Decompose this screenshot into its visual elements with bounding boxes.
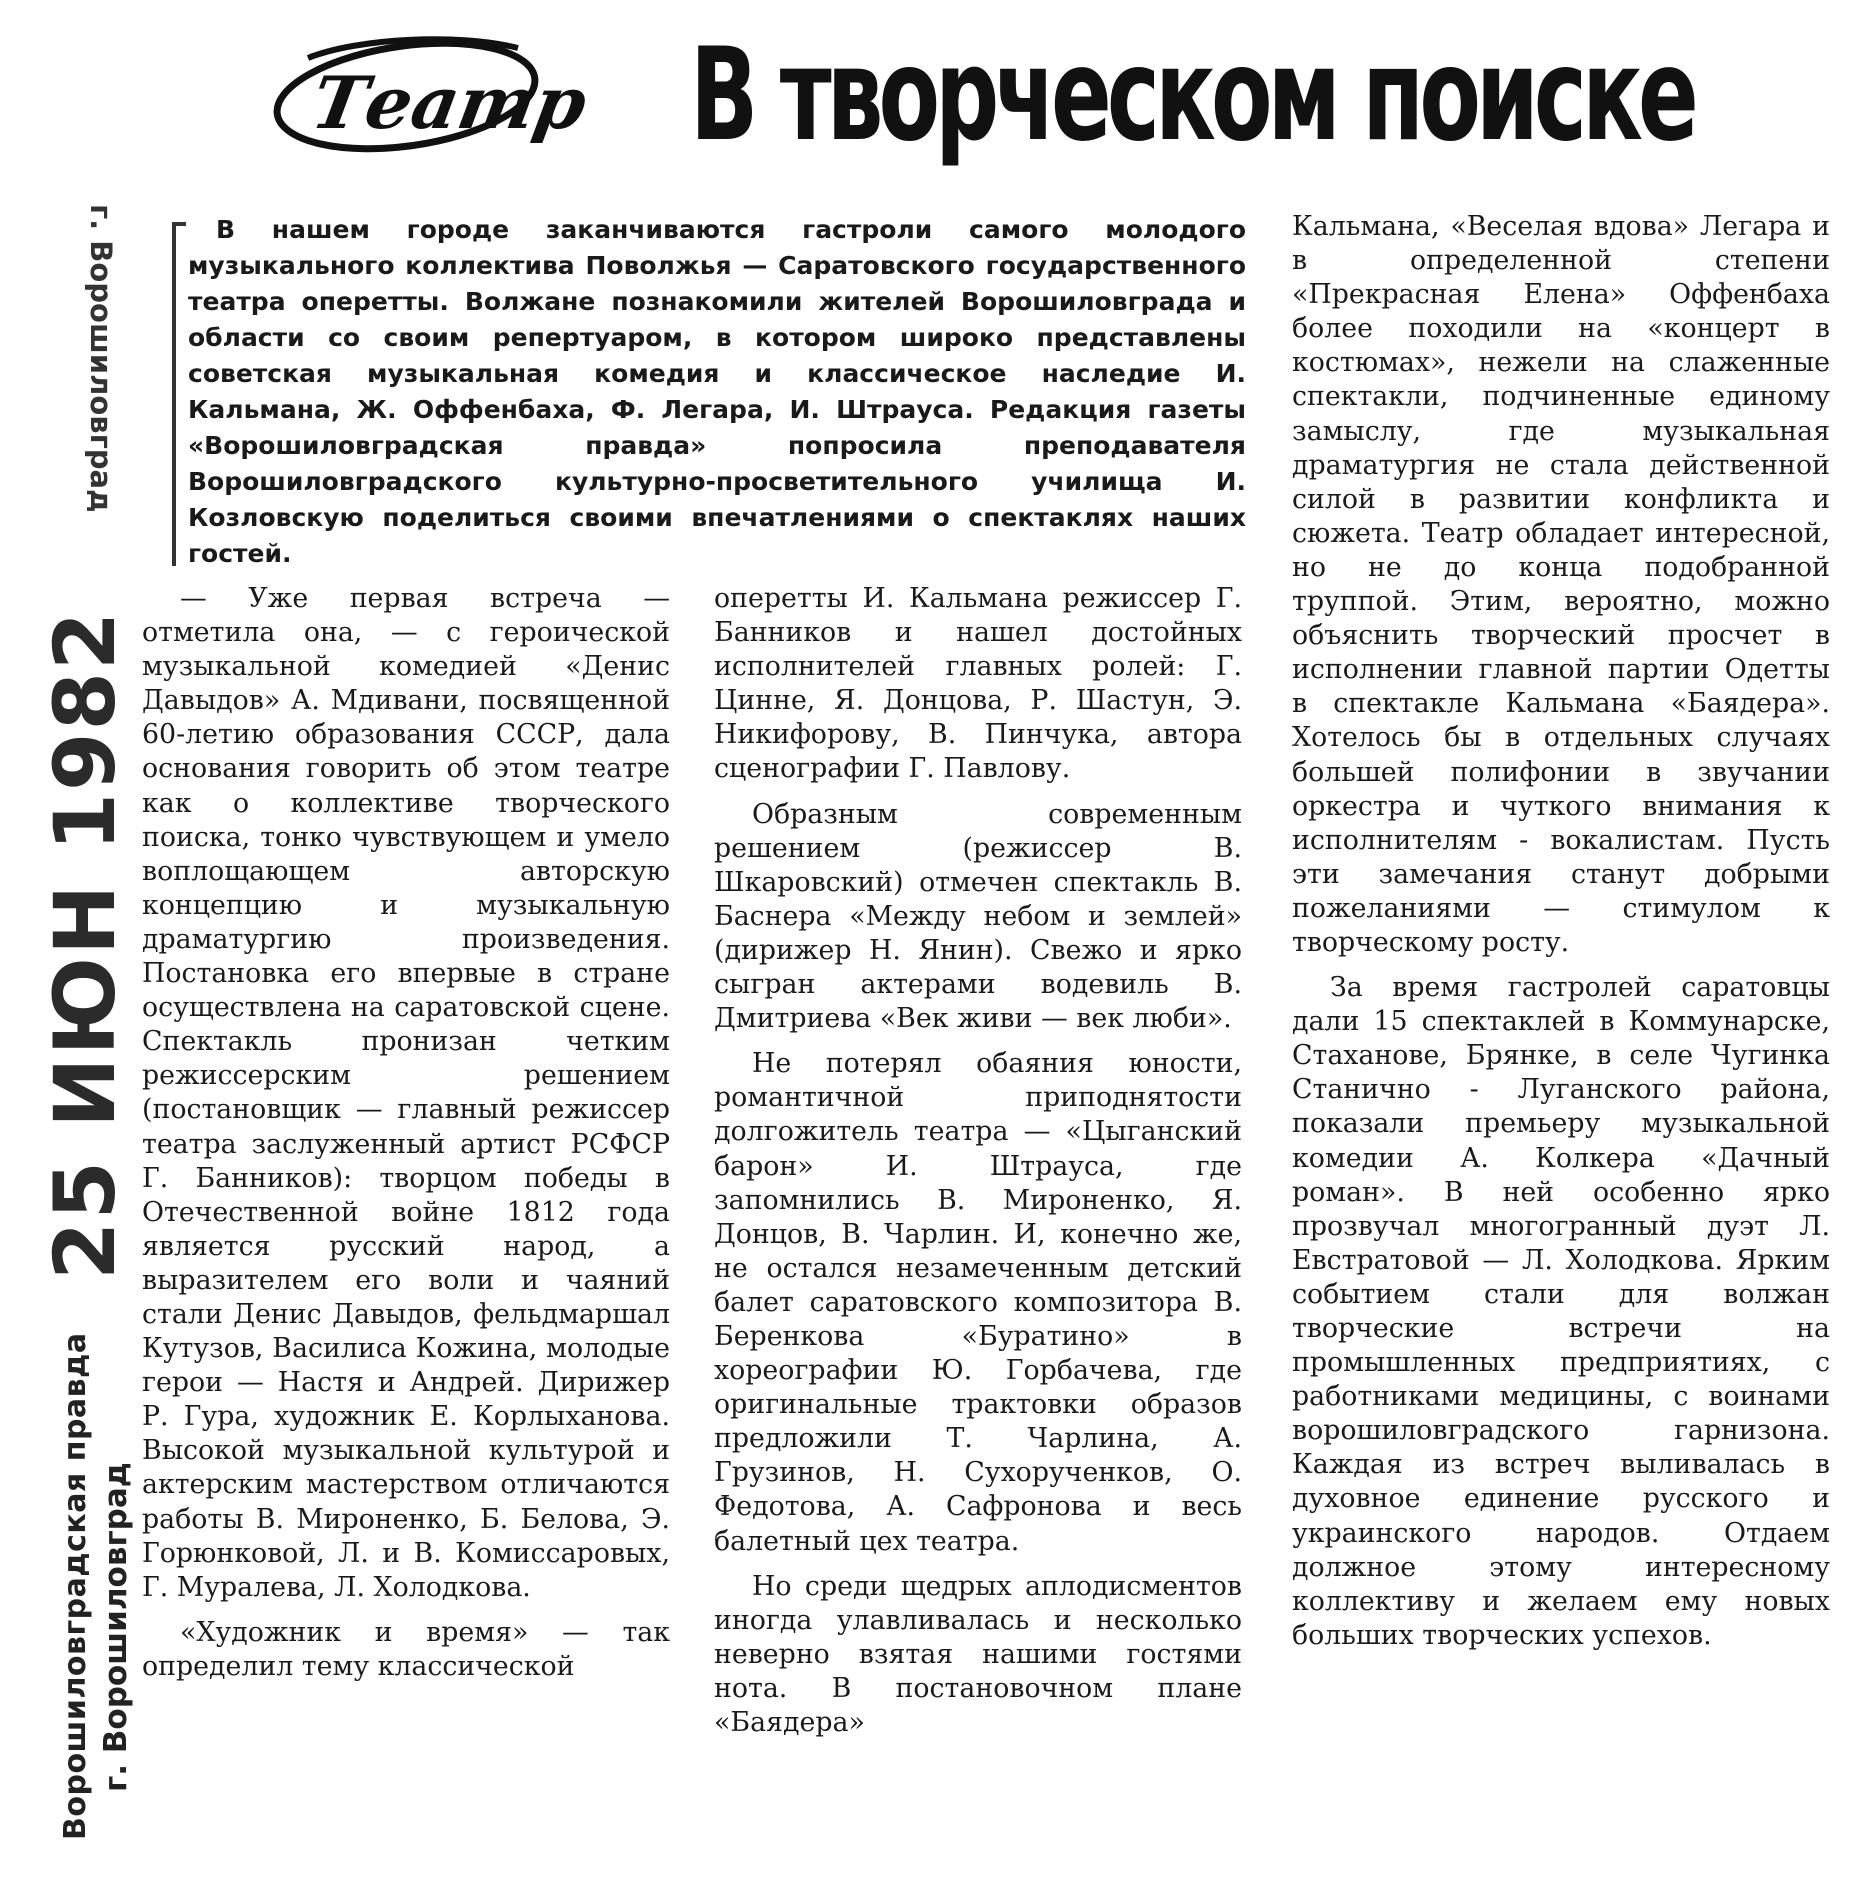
col2-continuation: оперетты И. Кальмана режиссер Г. Банников и нашел достойных исполнителей главных ролей: Г. Цинне, Я. Донцова, Р. Шастун, Э. Никифорову, В. Пинчука, автора сценографии Г. Павлову. [714, 583, 1242, 785]
rubric-label: Театр [305, 61, 593, 146]
col3-paragraph-1: За время гастролей саратовцы дали 15 спектаклей в Коммунарске, Стаханове, Брянке, в селе Чугинка Станично - Луганского района, показали премьеру музыкальной комедии А. Колкера «Дачный роман». В ней особенно ярко прозвучал многогранный дуэт Л. Евстратовой — Л. Холодкова. Ярким событием стали для волжан творческие встречи на промышленных предприятиях, с работниками медицины, с воинами ворошиловградского гарнизона. Каждая из встреч выливалась в духовное единение русского и украинского народов. Отдаем должное этому интересному коллективу и желаем ему новых больших творческих успехов. [1292, 972, 1830, 1651]
col2-paragraph-2: Не потерял обаяния юности, романтичной приподнятости долгожитель театра — «Цыганский барон» И. Штрауса, где запомнились В. Мироненко, Я. Донцов, В. Чарлин. И, конечно же, не остался незамеченным детский балет саратовского композитора В. Беренкова «Буратино» в хореографии Ю. Горбачева, где оригинальные трактовки образов предложили Т. Чарлина, А. Грузинов, Н. Сухорученков, О. Федотова, А. Сафронова и весь балетный цех театра. [714, 1048, 1242, 1557]
date-stamp: 25 ИЮН 1982 [36, 609, 134, 1280]
column-3 [1292, 210, 1830, 1878]
col3-continuation: Кальмана, «Веселая вдова» Легара и в определенной степени «Прекрасная Елена» Оффенбаха более походили на «концерт в костюмах», нежели на слаженные спектакли, подчиненные единому замыслу, где музыкальная драматургия не стала действенной силой в развитии конфликта и сюжета. Театр обладает интересной, но не до конца подобранной труппой. Этим, вероятно, можно объяснить творческий просчет в исполнении главной партии Одетты в спектакле Кальмана «Баядера». Хотелось бы в отдельных случаях большей полифонии в звучании оркестра и чуткого внимания к исполнителям - вокалистам. Пусть эти замечания станут добрыми пожеланиями — стимулом к творческому росту. [1292, 211, 1830, 958]
col2-paragraph-3: Но среди щедрых аплодисментов иногда улавливалась и несколько неверно взятая нашими гостями нота. В постановочном плане «Баядера» [714, 1570, 1242, 1738]
corner-city-label: г. Ворошиловград [84, 204, 118, 513]
rubric-logo [268, 18, 593, 168]
col1-paragraph-1: — Уже первая встреча — отметила она, — с героической музыкальной комедией «Денис Давыдов» А. Мдивани, посвященной 60-летию образования СССР, дала основания говорить об этом театре как о коллективе творческого поиска, тонко чувствующем и умело воплощающем авторскую концепцию и музыкальную драматургию произведения. Постановка его впервые в стране осуществлена на саратовской сцене. Спектакль пронизан четким режиссерским решением (постановщик — главный режиссер театра заслуженный артист РСФСР Г. Банников): творцом победы в Отечественной войне 1812 года является русский народ, а выразителем его воли и чаяний стали Денис Давыдов, фельдмаршал Кутузов, Василиса Кожина, молодые герои — Настя и Андрей. Дирижер Р. Гура, художник Е. Корлыханова. Высокой музыкальной культурой и актерским мастерством отличаются работы В. Мироненко, Б. Белова, Э. Горюнковой, Л. и В. Комиссаровых, Г. Муралева, Л. Холодкова. [142, 583, 670, 1603]
article-headline: В творческом поиске [690, 21, 1694, 170]
rubric-oval-icon [268, 18, 593, 168]
lead-bracket [172, 222, 186, 566]
col2-paragraph-1: Образным современным решением (режиссер В. Шкаровский) отмечен спектакль В. Баснера «Между небом и землей» (дирижер Н. Янин). Свежо и ярко сыгран актерами водевиль В. Дмитриева «Век живи — век люби». [714, 798, 1242, 1035]
newspaper-city: г. Ворошиловград [98, 1462, 134, 1792]
col1-paragraph-2: «Художник и время» — так определил тему классической [142, 1616, 670, 1682]
column-1 [142, 582, 670, 1872]
lead-paragraph: В нашем городе заканчиваются гастроли самого молодого музыкального коллектива Поволжья — Саратовского государственного театра оперетты. Волжане познакомили жителей Ворошиловграда и области со своим репертуаром, в котором широко представлены советская музыкальная комедия и классическое наследие И. Кальмана, Ж. Оффенбаха, Ф. Легара, И. Штрауса. Редакция газеты «Ворошиловградская правда» попросила преподавателя Ворошиловградского культурно-просветительного училища И. Козловскую поделиться своими впечатлениями о спектаклях наших гостей. [188, 215, 1246, 568]
column-2 [714, 582, 1242, 1872]
newspaper-name: Ворошиловградская правда [58, 1332, 93, 1840]
